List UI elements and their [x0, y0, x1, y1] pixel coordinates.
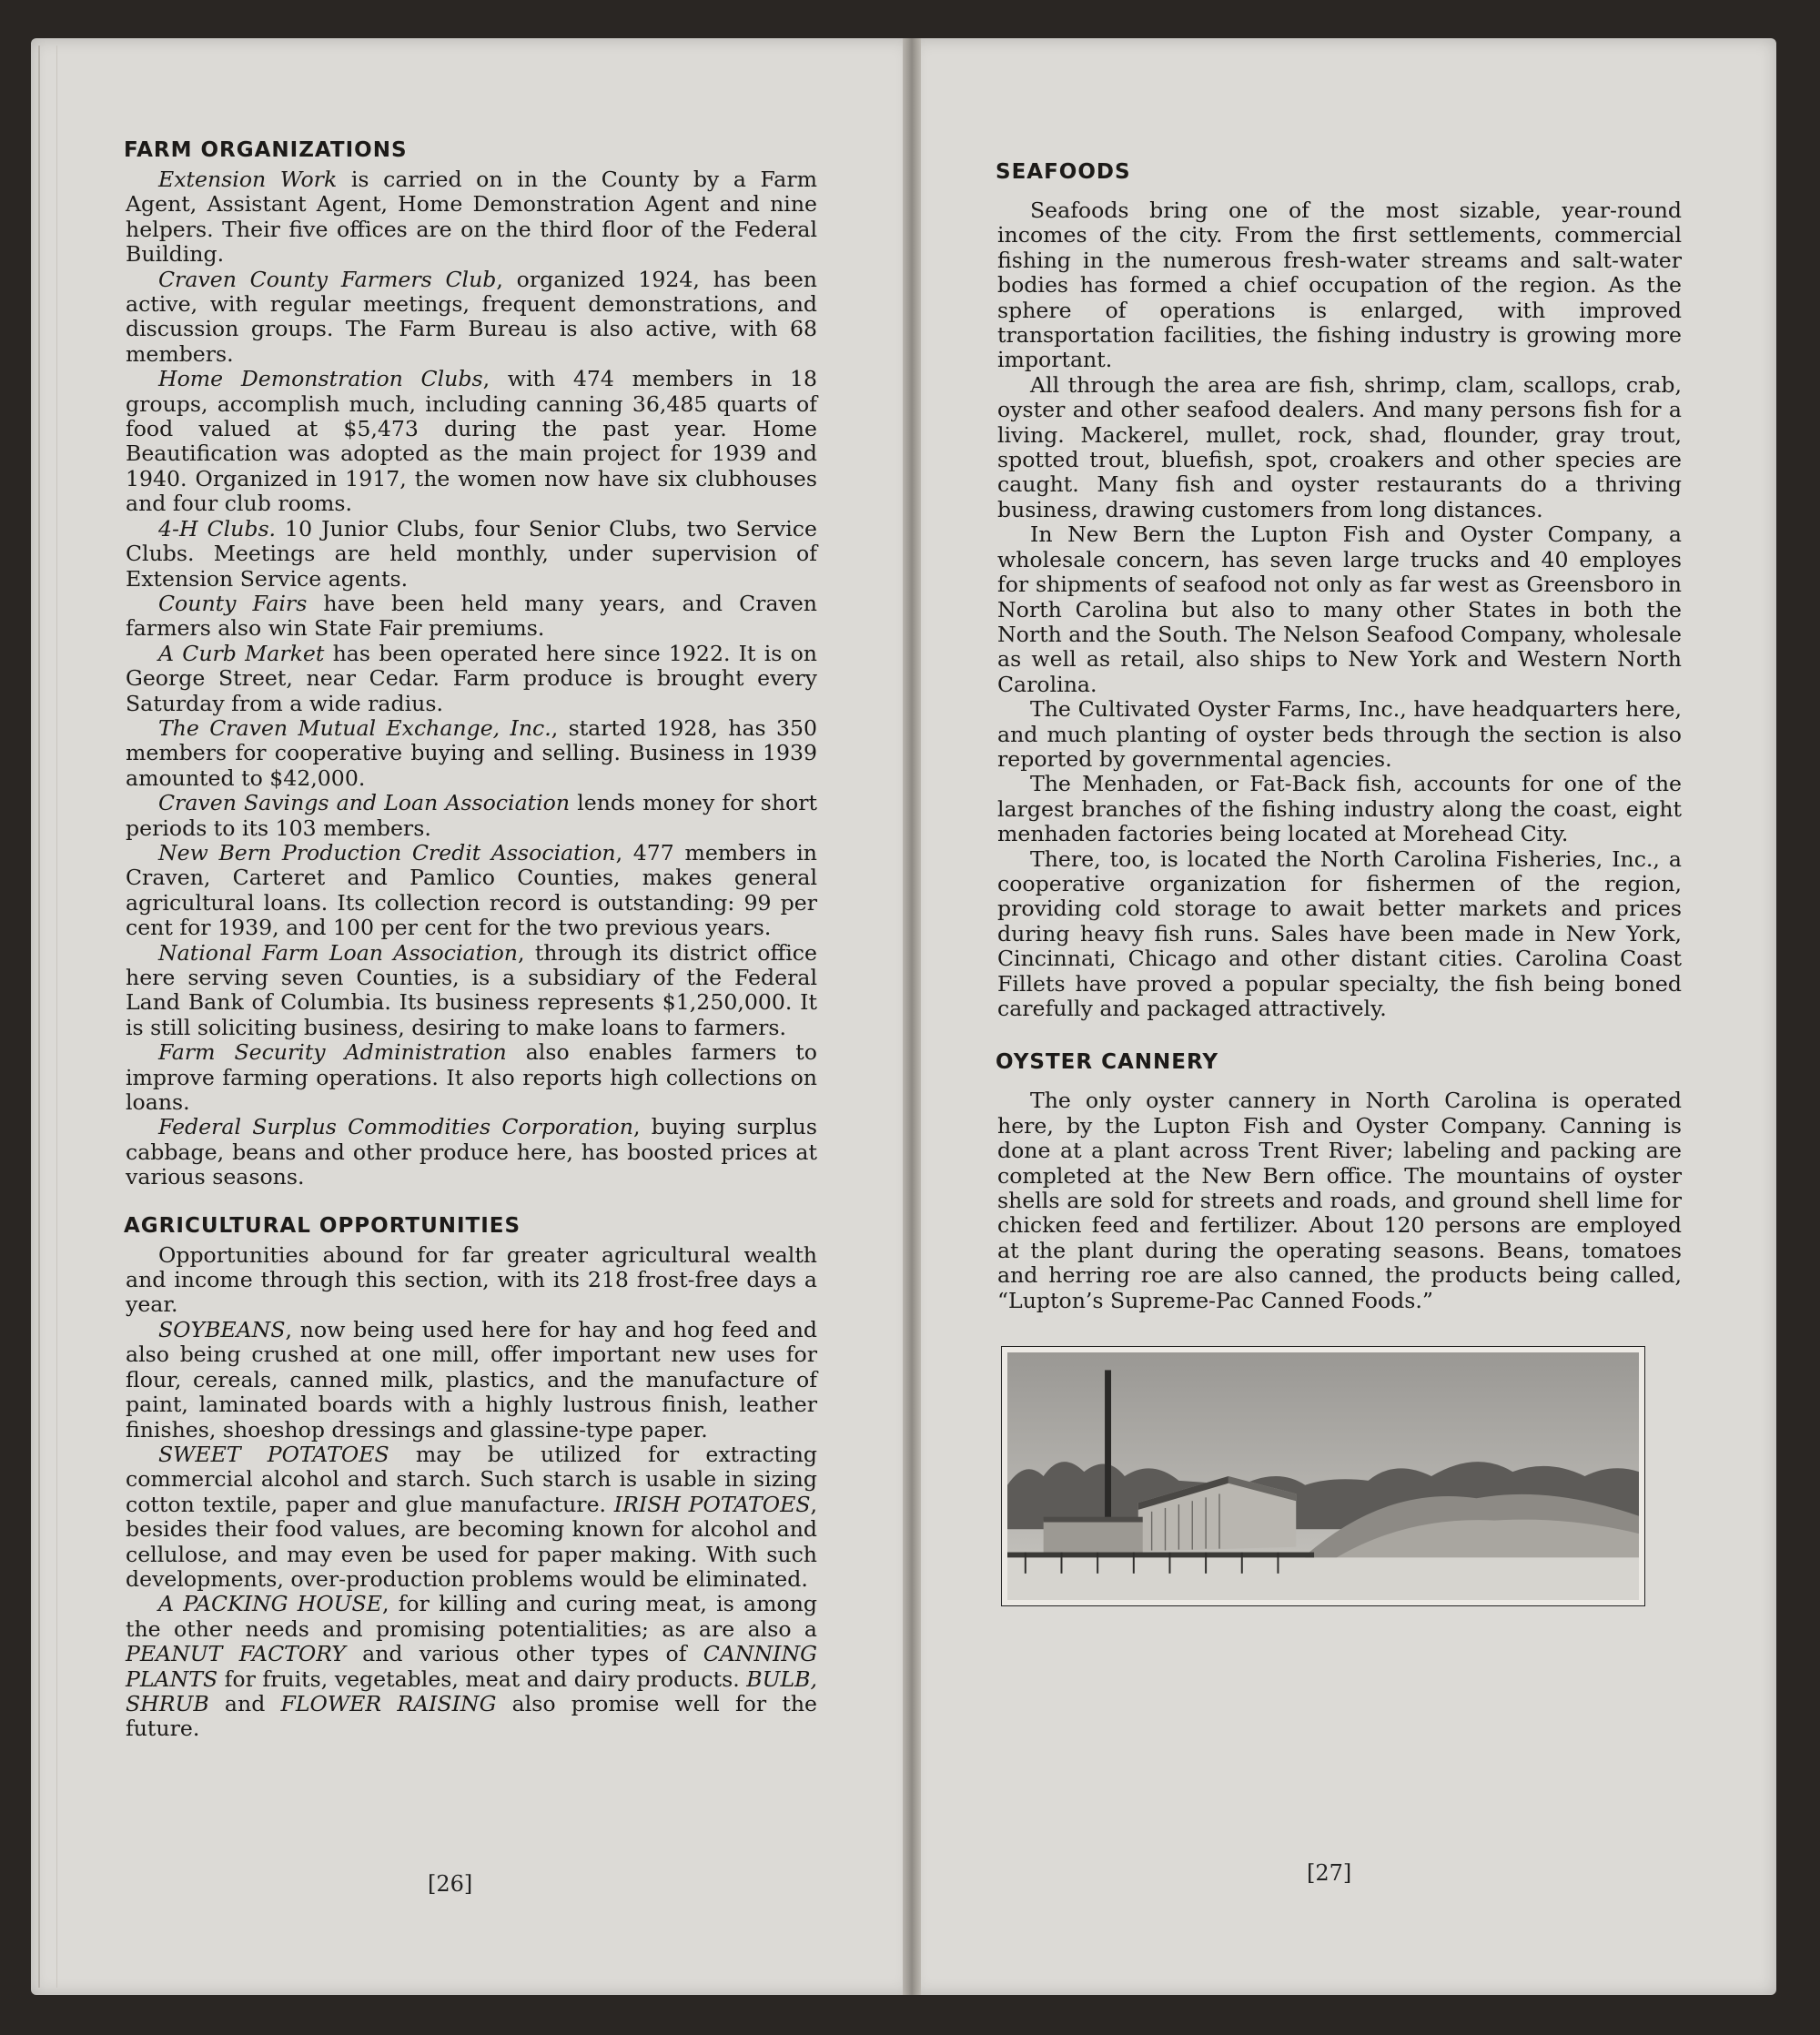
paragraph: New Bern Production Credit Association, 477 members in Craven, Carteret and Pamlico Counties, makes general agricultural loans. Its collection record is outstanding: 99 per cent for 1939, and 100 per cent for the two previous years. — [126, 839, 817, 941]
cannery-photo-image — [1007, 1352, 1639, 1600]
section-gap — [997, 1021, 1682, 1048]
farm-organizations-paragraphs — [126, 167, 817, 1190]
paragraph: SWEET POTATOES may be utilized for extracting commercial alcohol and starch. Such starch is usable in sizing cotton textile, paper and glue manufacture. IRISH POTATOES, besides their food values, are becoming known for alcohol and cellulose, and may even be used for paper making. With such developments, over-production problems would be eliminated. — [126, 1441, 817, 1592]
agricultural-opportunities-heading: AGRICULTURAL OPPORTUNITIES — [124, 1213, 521, 1238]
section-gap — [126, 1190, 817, 1212]
paragraph: Craven County Farmers Club, organized 1924, has been active, with regular meetings, frequent demonstrations, and discussion groups. The Farm Bureau is also active, with 68 members. — [126, 266, 817, 367]
paragraph: In New Bern the Lupton Fish and Oyster Company, a wholesale concern, has seven large trucks and 40 employes for shipments of seafood not only as far west as Greensboro in North Carolina but also to many other States in both the North and the South. The Nelson Seafood Company, wholesale as well as retail, also ships to New York and Western North Carolina. — [997, 521, 1683, 697]
paragraph: SOYBEANS, now being used here for hay and hog feed and also being crushed at one mill, offer important new uses for flour, cereals, canned milk, plastics, and the manufacture of paint, laminated boards with a highly lustrous finish, leather finishes, shoeshop dressings and glassine-type paper. — [126, 1316, 817, 1443]
paragraph: Craven Savings and Loan Association lends money for short periods to its 103 members. — [126, 790, 818, 841]
paragraph: A Curb Market has been operated here since 1922. It is on George Street, near Cedar. Farm produce is brought every Saturday from a wide radius. — [126, 640, 817, 716]
cannery-photo — [1001, 1346, 1645, 1606]
book-gutter — [903, 38, 921, 1995]
paragraph: Seafoods bring one of the most sizable, year-round incomes of the city. From the first settlements, commercial fishing in the numerous fresh-water streams and salt-water bodies has formed a chief occupation of the region. As the sphere of operations is enlarged, with improved transportation facilities, the fishing industry is growing more important. — [997, 197, 1682, 373]
left-column — [126, 137, 817, 1742]
paragraph: The Craven Mutual Exchange, Inc., started 1928, has 350 members for cooperative buying and selling. Business in 1939 amounted to $42,000. — [126, 714, 817, 791]
paragraph: 4-H Clubs. 10 Junior Clubs, four Senior Clubs, two Service Clubs. Meetings are held monthly, under supervision of Extension Service agents. — [126, 515, 817, 592]
paragraph: National Farm Loan Association, through its district office here serving seven Counties, is a subsidiary of the Federal Land Bank of Columbia. Its business represents $1,250,000. It is still soliciting business, desiring to make loans to farmers. — [126, 939, 817, 1040]
paragraph: Home Demonstration Clubs, with 474 members in 18 groups, accomplish much, including canning 36,485 quarts of food valued at $5,473 during the past year. Home Beautification was adopted as the main project for 1939 and 1940. Organized in 1917, the women now have six clubhouses and four club rooms. — [126, 366, 817, 517]
paragraph: The Cultivated Oyster Farms, Inc., have headquarters here, and much planting of oyster beds through the section is also reported by governmental agencies. — [997, 696, 1682, 772]
right-column — [997, 158, 1682, 1606]
paragraph: The only oyster cannery in North Carolina is operated here, by the Lupton Fish and Oyster Company. Canning is done at a plant across Trent River; labeling and packing are completed at the New Bern office. The mountains of oyster shells are sold for streets and roads, and ground shell lime for chicken feed and fertilizer. About 120 persons are employed at the plant during the operating seasons. Beans, tomatoes and herring roe are also canned, the products being called, “Lupton’s Supreme-Pac Canned Foods.” — [997, 1088, 1682, 1313]
paragraph: County Fairs have been held many years, and Craven farmers also win State Fair premiums. — [126, 590, 817, 642]
page-number-right: [27] — [1307, 1860, 1352, 1886]
paragraph: The Menhaden, or Fat-Back fish, accounts for one of the largest branches of the fishing industry along the coast, eight menhaden factories being located at Morehead City. — [997, 771, 1682, 847]
farm-organizations-heading: FARM ORGANIZATIONS — [124, 138, 408, 162]
oyster-cannery-heading: OYSTER CANNERY — [996, 1050, 1219, 1075]
page-edges — [38, 46, 57, 1988]
page-number-left: [26] — [428, 1871, 473, 1897]
paragraph: A PACKING HOUSE, for killing and curing meat, is among the other needs and promising potentialities; as are also a PEANUT FACTORY and various other types of CANNING PLANTS for fruits, vegetables, meat and dairy products. BULB, SHRUB and FLOWER RAISING also promise well for the future. — [126, 1591, 818, 1742]
paragraph: Farm Security Administration also enables farmers to improve farming operations. It also reports high collections on loans. — [126, 1039, 817, 1116]
paragraph: Federal Surplus Commodities Corporation, buying surplus cabbage, beans and other produce here, has boosted prices at various seasons. — [126, 1114, 817, 1190]
paragraph: All through the area are fish, shrimp, clam, scallops, crab, oyster and other seafood dealers. And many persons fish for a living. Mackerel, mullet, rock, shad, flounder, gray trout, spotted trout, bluefish, spot, croakers and other species are caught. Many fish and oyster restaurants do a thriving business, drawing customers from long distances. — [997, 371, 1682, 522]
seafoods-heading: SEAFOODS — [996, 160, 1131, 184]
paragraph: Opportunities abound for far greater agricultural wealth and income through this section, with its 218 frost-free days a year. — [126, 1241, 817, 1318]
paragraph: Extension Work is carried on in the County by a Farm Agent, Assistant Agent, Home Demonstration Agent and nine helpers. Their five offices are on the third floor of the Federal Building. — [126, 167, 818, 268]
paragraph: There, too, is located the North Carolina Fisheries, Inc., a cooperative organization for fishermen of the region, providing cold storage to await better markets and prices during heavy fish runs. Sales have been made in New York, Cincinnati, Chicago and other distant cities. Carolina Coast Fillets have proved a popular specialty, the fish being boned carefully and packaged attractively. — [997, 845, 1682, 1021]
